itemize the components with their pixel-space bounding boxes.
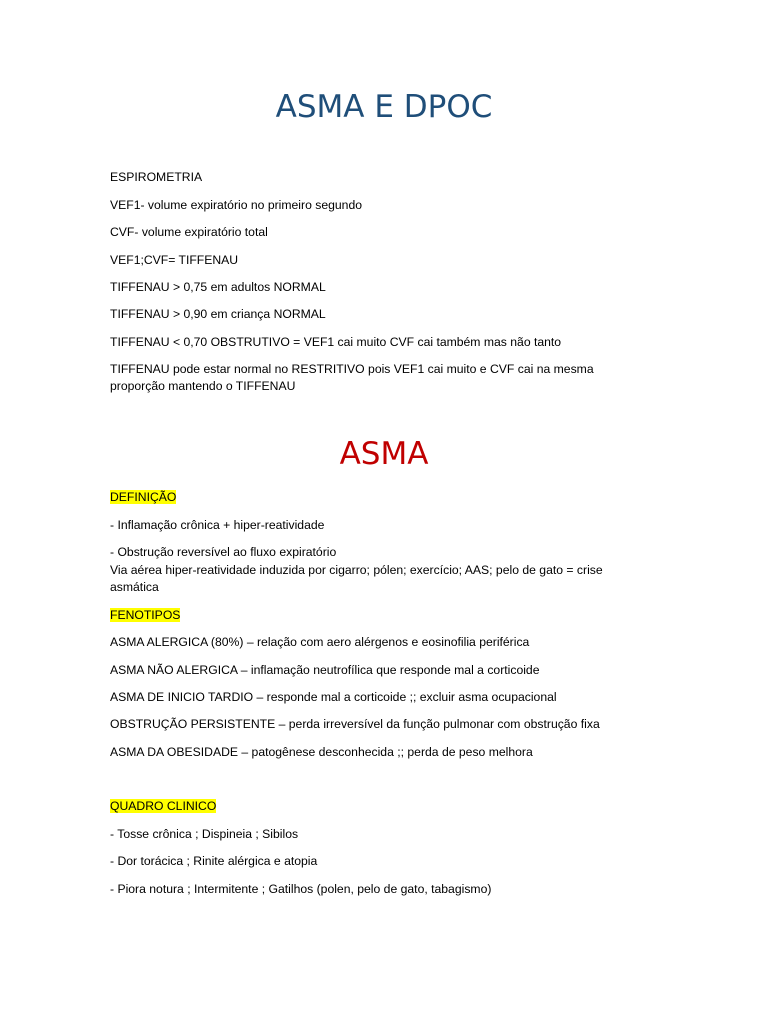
definicao-line: - Inflamação crônica + hiper-reatividade — [110, 518, 325, 532]
espirometria-heading: ESPIROMETRIA — [110, 170, 203, 184]
espirometria-line: VEF1- volume expiratório no primeiro segundo — [110, 198, 362, 212]
fenotipos-heading-text: FENOTIPOS — [110, 608, 181, 622]
fenotipo-line: ASMA NÃO ALERGICA – inflamação neutrofílica que responde mal a corticoide — [110, 663, 540, 677]
espirometria-line: VEF1;CVF= TIFFENAU — [110, 253, 239, 267]
espirometria-line: TIFFENAU < 0,70 OBSTRUTIVO = VEF1 cai muito CVF cai também mas não tanto — [110, 335, 562, 349]
quadro-clinico-heading-text: QUADRO CLINICO — [110, 799, 217, 813]
fenotipo-line: OBSTRUÇÃO PERSISTENTE – perda irreversível da função pulmonar com obstrução fixa — [110, 717, 600, 731]
quadro-clinico-line: - Piora notura ; Intermitente ; Gatilhos (polen, pelo de gato, tabagismo) — [110, 882, 492, 896]
quadro-clinico-line: - Tosse crônica ; Dispineia ; Sibilos — [110, 827, 299, 841]
fenotipo-line: ASMA DE INICIO TARDIO – responde mal a corticoide ;; excluir asma ocupacional — [110, 690, 557, 704]
espirometria-line: CVF- volume expiratório total — [110, 225, 268, 239]
quadro-clinico-heading — [110, 798, 650, 815]
fenotipos-heading — [110, 607, 650, 624]
document-title: ASMA E DPOC — [275, 89, 493, 125]
espirometria-line: TIFFENAU > 0,90 em criança NORMAL — [110, 307, 326, 321]
definicao-heading — [110, 489, 650, 506]
espirometria-line: TIFFENAU > 0,75 em adultos NORMAL — [110, 280, 326, 294]
definicao-line: - Obstrução reversível ao fluxo expiratório — [110, 545, 337, 559]
definicao-heading-text: DEFINIÇÃO — [110, 490, 177, 504]
fenotipo-line: ASMA ALERGICA (80%) – relação com aero alérgenos e eosinofilia periférica — [110, 635, 530, 649]
definicao-line: Via aérea hiper-reatividade induzida por cigarro; pólen; exercício; AAS; pelo de gato = crise asmática — [110, 563, 603, 594]
section-title-asma: ASMA — [339, 436, 429, 472]
espirometria-line: TIFFENAU pode estar normal no RESTRITIVO pois VEF1 cai muito e CVF cai na mesma proporção mantendo o TIFFENAU — [110, 362, 594, 393]
quadro-clinico-line: - Dor torácica ; Rinite alérgica e atopia — [110, 854, 318, 868]
fenotipo-line: ASMA DA OBESIDADE – patogênese desconhecida ;; perda de peso melhora — [110, 745, 533, 759]
